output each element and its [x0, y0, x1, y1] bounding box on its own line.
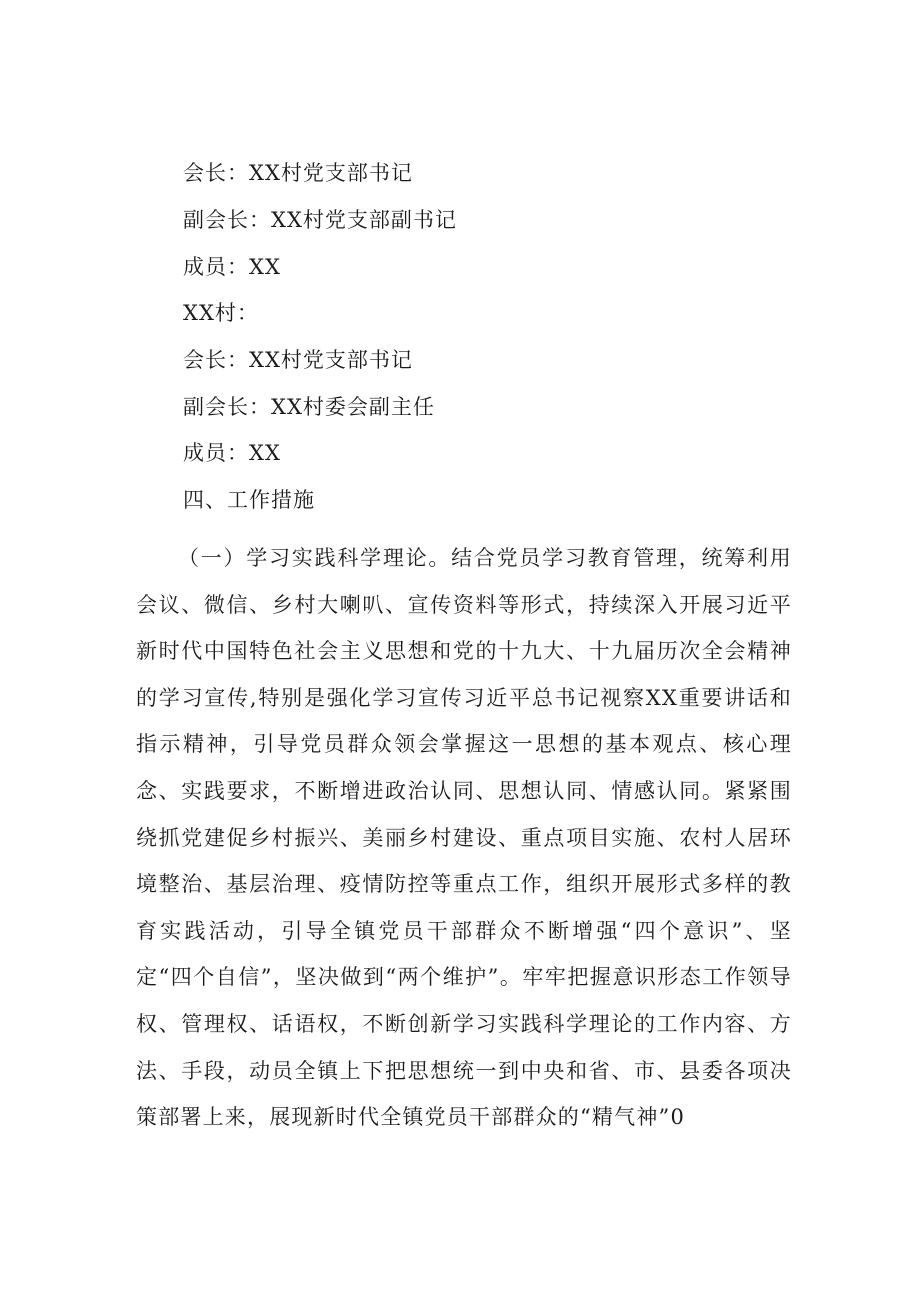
member-line-chairman-2: 会长：XX村党支部书记	[183, 348, 413, 372]
body-paragraph: （一）学习实践科学理论。结合党员学习教育管理，统筹利用会议、微信、乡村大喇叭、宣传资料等形式，持续深入开展习近平新时代中国特色社会主义思想和党的十九大、十九届历次全会精神的学习宣传,特别是强化学习宣传习近平总书记视察XX重要讲话和指示精神，引导党员群众领会掌握这一思想的基本观点、核心理念、实践要求，不断增进政治认同、思想认同、情感认同。紧紧围绕抓党建促乡村振兴、美丽乡村建设、重点项目实施、农村人居环境整治、基层治理、疫情防控等重点工作，组织开展形式多样的教育实践活动，引导全镇党员干部群众不断增强“四个意识”、坚定“四个自信”，坚决做到“两个维护”。牢牢把握意识形态工作领导权、管理权、话语权，不断创新学习实践科学理论的工作内容、方法、手段，动员全镇上下把思想统一到中央和省、市、县委各项决策部署上来，展现新时代全镇党员干部群众的“精气神”0	[136, 546, 792, 1130]
member-line-vice-chairman: 副会长：XX村党支部副书记	[183, 208, 457, 232]
member-line-vice-chairman-2: 副会长：XX村委会副主任	[183, 395, 435, 419]
member-line-members: 成员：XX	[183, 255, 281, 279]
section-heading: 四、工作措施	[183, 488, 315, 512]
village-heading: XX村：	[183, 301, 259, 325]
member-line-members-2: 成员：XX	[183, 441, 281, 465]
member-line-chairman: 会长：XX村党支部书记	[183, 161, 413, 185]
